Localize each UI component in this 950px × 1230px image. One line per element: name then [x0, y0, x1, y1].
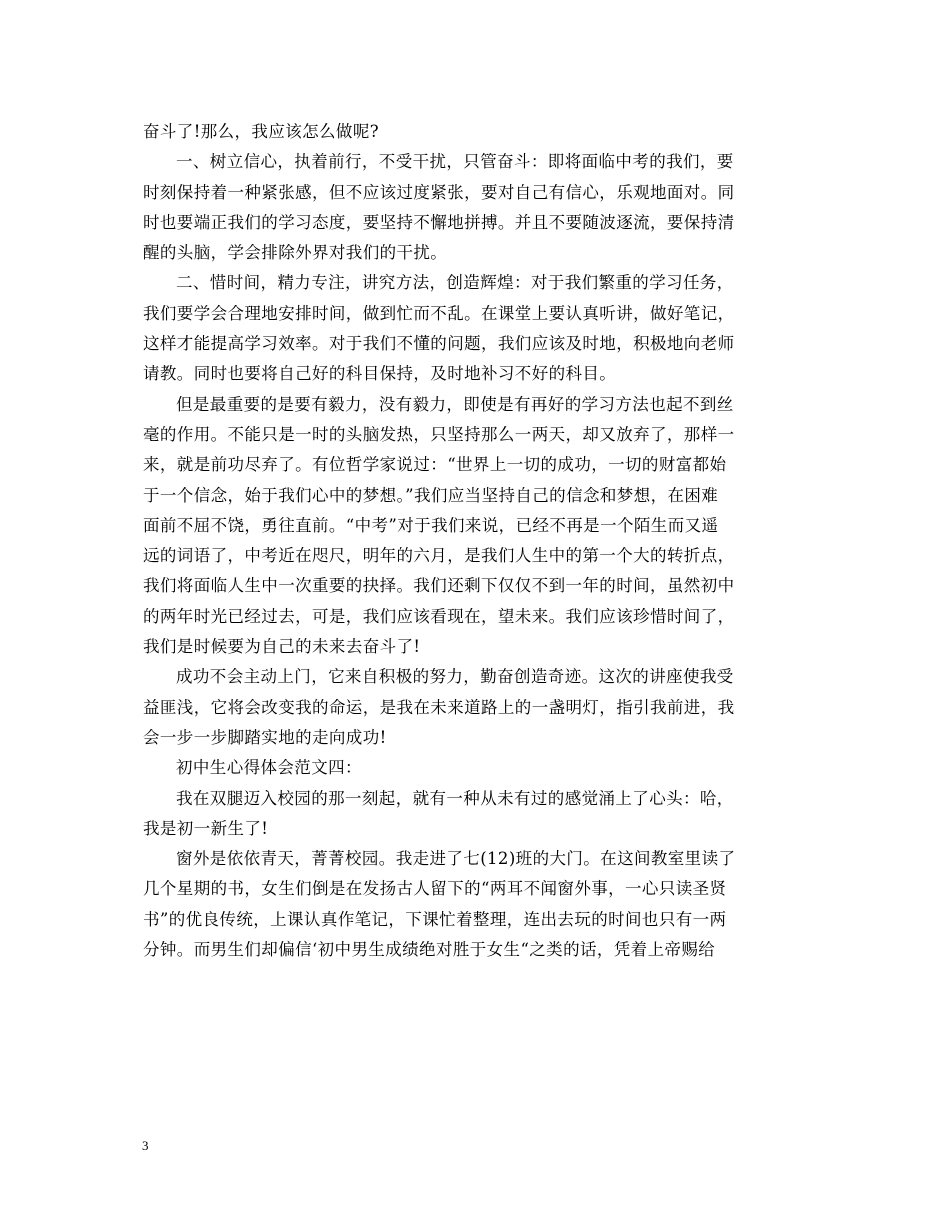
text-line: 分钟。而男生们却偏信‘初中男生成绩绝对胜于女生“之类的话，凭着上帝赐给 — [143, 940, 716, 960]
text-line: 成功不会主动上门，它来自积极的努力，勤奋创造奇迹。这次的讲座使我受 — [176, 667, 734, 687]
text-line: 的两年时光已经过去，可是，我们应该看现在，望未来。我们应该珍惜时间了， — [143, 606, 735, 626]
text-line: 书”的优良传统，上课认真作笔记，下课忙着整理，连出去玩的时间也只有一两 — [143, 909, 727, 929]
text-line: 我是初一新生了! — [143, 818, 269, 838]
text-line: 会一步一步脚踏实地的走向成功! — [143, 727, 387, 747]
text-line: 时刻保持着一种紧张感，但不应该过度紧张，要对自己有信心，乐观地面对。同 — [143, 182, 735, 202]
text-line: 我们是时候要为自己的未来去奋斗了! — [143, 637, 421, 657]
text-line: 于一个信念，始于我们心中的梦想。”我们应当坚持自己的信念和梦想，在困难 — [143, 485, 719, 505]
text-line: 请教。同时也要将自己好的科目保持，及时地补习不好的科目。 — [143, 364, 617, 384]
text-line: 初中生心得体会范文四： — [176, 758, 362, 778]
text-line: 时也要端正我们的学习态度，要坚持不懈地拼搏。并且不要随波逐流，要保持清 — [143, 212, 735, 232]
text-line: 我在双腿迈入校园的那一刻起，就有一种从未有过的感觉涌上了心头：哈， — [176, 788, 734, 808]
text-line: 毫的作用。不能只是一时的头脑发热，只坚持那么一两天，却又放弃了，那样一 — [143, 424, 735, 444]
text-line: 来，就是前功尽弃了。有位哲学家说过：“世界上一切的成功，一切的财富都始 — [143, 455, 727, 475]
text-line: 这样才能提高学习效率。对于我们不懂的问题，我们应该及时地，积极地向老师 — [143, 334, 735, 354]
page-number: 3 — [142, 1138, 149, 1153]
text-line: 但是最重要的是要有毅力，没有毅力，即使是有再好的学习方法也起不到丝 — [176, 394, 734, 414]
text-line: 我们将面临人生中一次重要的抉择。我们还剩下仅仅不到一年的时间，虽然初中 — [143, 576, 735, 596]
text-line: 一、树立信心，执着前行，不受干扰，只管奋斗：即将面临中考的我们，要 — [176, 152, 734, 172]
text-line: 面前不屈不饶，勇往直前。“中考”对于我们来说，已经不再是一个陌生而又遥 — [143, 515, 719, 535]
text-line: 醒的头脑，学会排除外界对我们的干扰。 — [143, 243, 448, 263]
text-line: 奋斗了!那么，我应该怎么做呢? — [143, 122, 379, 141]
text-line: 益匪浅，它将会改变我的命运，是我在未来道路上的一盏明灯，指引我前进，我 — [143, 697, 735, 717]
text-line: 我们要学会合理地安排时间，做到忙而不乱。在课堂上要认真听讲，做好笔记， — [143, 303, 735, 323]
text-line: 远的词语了，中考近在咫尺，明年的六月，是我们人生中的第一个大的转折点， — [143, 546, 735, 566]
document-body — [143, 117, 810, 965]
text-line: 二、惜时间，精力专注，讲究方法，创造辉煌：对于我们繁重的学习任务， — [176, 273, 734, 293]
text-line: 几个星期的书，女生们倒是在发扬古人留下的“两耳不闻窗外事，一心只读圣贤 — [143, 879, 727, 899]
text-line: 窗外是依依青天，菁菁校园。我走进了七(12)班的大门。在这间教室里读了 — [176, 849, 736, 869]
